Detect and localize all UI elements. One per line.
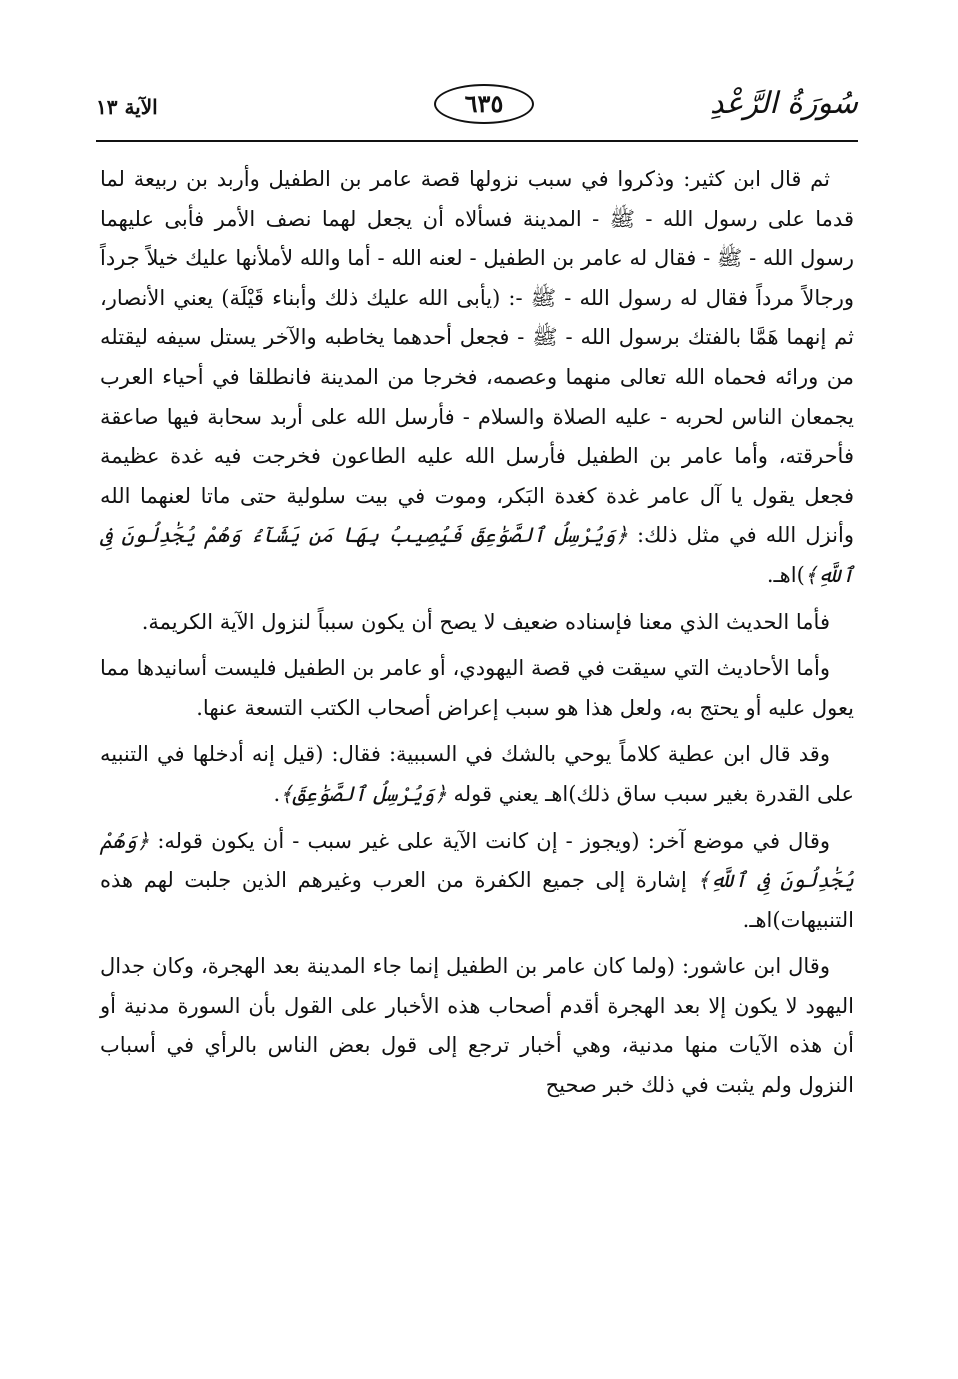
paragraph-text: فأما الحديث الذي معنا فإسناده ضعيف لا يصح أن يكون سبباً لنزول الآية الكريمة. xyxy=(141,609,830,634)
page-body xyxy=(100,160,854,1113)
paragraph-text: وأما الأحاديث التي سيقت في قصة اليهودي، أو عامر بن الطفيل فليست أسانيدها مما يعول عليه أو يحتج به، ولعل هذا هو سبب إعراض أصحاب الكتب التسعة عنها. xyxy=(100,656,854,720)
verse-reference: الآية ١٣ xyxy=(96,95,158,119)
page-number: ٦٣٥ xyxy=(434,84,534,124)
paragraph-text: . xyxy=(273,781,281,806)
paragraph xyxy=(100,822,854,941)
paragraph-text: وقال في موضع آخر: (ويجوز - إن كانت الآية على غير سبب - أن يكون قوله: xyxy=(149,828,830,853)
header-divider xyxy=(96,140,858,142)
paragraph-text: إشارة إلى جميع الكفرة من العرب وغيرهم الذين جلبت لهم هذه التنبيهات)اهـ. xyxy=(100,868,854,932)
paragraph xyxy=(100,649,854,728)
paragraph-text: ثم قال ابن كثير: وذكروا في سبب نزولها قصة عامر بن الطفيل وأربد بن ربيعة لما قدما على رسول الله - ﷺ - المدينة فسألاه أن يجعل لهما نصف الأمر فأبى عليهما رسول الله - ﷺ - فقال له عامر بن الطفيل - لعنه الله - أما والله لأملأنها عليك خيلاً جرداً ورجالاً مرداً فقال له رسول الله - ﷺ -: (يأبى الله عليك ذلك وأبناء قَيْلَة) يعني الأنصار، ثم إنهما هَمَّا بالفتك برسول الله - ﷺ - فجعل أحدهما يخاطبه والآخر يستل سيفه ليقتله من ورائه فحماه الله تعالى منهما وعصمه، فخرجا من المدينة فانطلقا في أحياء العرب يجمعان الناس لحربه - عليه الصلاة والسلام - فأرسل الله على أربد سحابة فيها صاعقة فأحرقته، وأما عامر بن الطفيل فأرسل الله عليه الطاعون فخرجت فيه غدة عظيمة فجعل يقول يا آل عامر غدة كغدة البَكر، وموت في بيت سلولية حتى ماتا لعنهما الله وأنزل الله في مثل ذلك: xyxy=(100,167,854,548)
paragraph-text: وقد قال ابن عطية كلاماً يوحي بالشك في السببية: فقال: (قيل إنه أدخلها في التنبيه على القدرة بغير سبب ساق ذلك)اهـ يعني قوله xyxy=(100,742,854,806)
paragraph-text: وقال ابن عاشور: (ولما كان عامر بن الطفيل إنما جاء المدينة بعد الهجرة، وكان جدال اليهود لا يكون إلا بعد الهجرة أقدم أصحاب هذه الأخبار على القول بأن السورة مدنية أو أن هذه الآيات منها مدنية، وهي أخبار ترجع إلى قول بعض الناس بالرأي في أسباب النزول ولم يثبت في ذلك خبر صحيح xyxy=(100,954,854,1098)
quran-quote: ﴿وَيُرْسِلُ ٱلصَّوَٰعِقَ﴾ xyxy=(280,781,447,806)
page-header xyxy=(96,80,858,134)
quran-quote: ﴿وَيُرْسِلُ ٱلصَّوَٰعِقَ فَيُصِيبُ بِهَا مَن يَشَآءُ وَهُمْ يُجَٰدِلُونَ فِى ٱللَّهِ﴾ xyxy=(100,523,854,587)
surah-name: سُورَةُ الرَّعْدِ xyxy=(709,86,858,121)
paragraph xyxy=(100,160,854,596)
paragraph-text: )اهـ. xyxy=(766,562,805,587)
paragraph xyxy=(100,603,854,643)
paragraph xyxy=(100,947,854,1105)
quran-quote: ﴿وَهُمْ يُجَٰدِلُونَ فِى ٱللَّهِ﴾ xyxy=(100,828,855,893)
paragraph xyxy=(100,735,854,814)
